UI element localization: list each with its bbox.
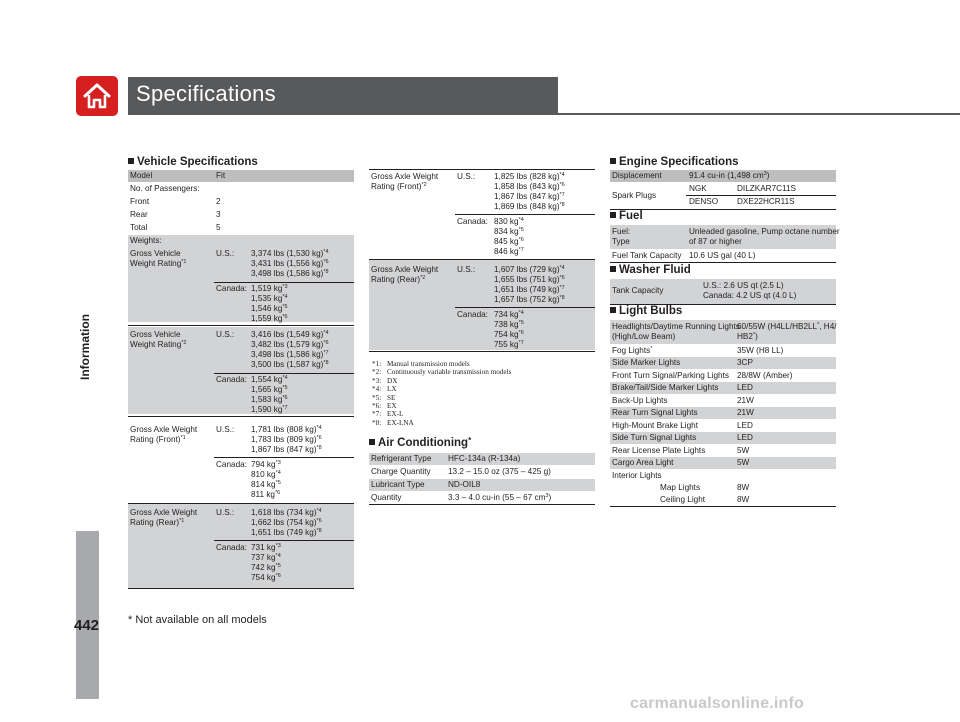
square-bullet-icon bbox=[610, 307, 616, 313]
page-title: Specifications bbox=[136, 81, 276, 106]
washer-fluid-heading: Washer Fluid bbox=[610, 264, 691, 276]
vehicle-specs-table: Model Fit No. of Passengers: Front 2 Rear 3 Total 5 Weights: Gross Vehicle Weight Rating$^{*1}$ U.S.: 3,374 lbs (1,530 kg)$^{*4}$ 3,431 lbs (1,556 kg)$^{*6}$ 3,498 lbs (1,586 kg)$^{*8}$ Canada: 1,519 $kg^{*3}$ 1,535 $kg^{*4}$ 1,546 $kg^{*5}$ 1,559 $kg^{*6}$ Gross Vehicle Weight Rating$^{*2}$ U.S.: 3,416 lbs (1,549 kg)$^{*4}$ 3,482 lbs (1,579 kg)$^{*6}$ 3,498 lbs (1,586 kg)$^{*7}$ 3,500 lbs (1,587 kg)$^{*8}$ Canada: 1,554 $kg^{*4}$ 1,565 $kg^{*5}$ 1,583 $kg^{*6}$ 1,590 $kg^{*7}$ Gross Axle Weight Rating (Front)$^{*1}$ U.S.: 1,781 lbs (808 kg)$^{*4}$ 1,783 lbs (809 kg)$^{*6}$ 1,867 lbs (847 kg)$^{*8}$ Canada: 794 $kg^{*3}$ 810 $kg^{*4}$ 814 $kg^{*5}$ 811 $kg^{*6}$ Gross Axle Weight Rating (Rear)$^{*1}$ U.S.: 1,618 lbs (734 kg)$^{*4}$ 1,662 lbs (754 kg)$^{*6}$ 1,651 lbs (749 kg)$^{*8}$ Canada: 731 $kg^{*3}$ 737 $kg^{*4}$ 742 $kg^{*5}$ 754 $kg^{*6}$ bbox=[128, 170, 354, 590]
watermark: carmanualsonline.info bbox=[630, 695, 805, 712]
square-bullet-icon bbox=[610, 212, 616, 218]
square-bullet-icon bbox=[610, 158, 616, 164]
engine-specs-table: Displacement 91.4 cu-in (1,498 $cm^3$) Spark Plugs NGK DILZKAR7C11S DENSO DXE22HCR11S bbox=[610, 170, 836, 210]
light-bulbs-heading: Light Bulbs bbox=[610, 305, 682, 317]
home-icon bbox=[76, 76, 118, 116]
vehicle-specs-table-continued: Gross Axle Weight Rating (Front)$^{*2}$ U.S.: 1,825 lbs (828 kg)$^{*4}$ 1,858 lbs (843 kg)$^{*6}$ 1,867 lbs (847 kg)$^{*7}$ 1,869 lbs (848 kg)$^{*8}$ Canada: 830 $kg^{*4}$ 834 $kg^{*5}$ 845 $kg^{*6}$ 846 $kg^{*7}$ Gross Axle Weight Rating (Rear)$^{*2}$ U.S.: 1,607 lbs (729 kg)$^{*4}$ 1,655 lbs (751 kg)$^{*6}$ 1,651 lbs (749 kg)$^{*7}$ 1,657 lbs (752 kg)$^{*8}$ Canada: 734 $kg^{*4}$ 738 $kg^{*5}$ 754 $kg^{*6}$ 755 $kg^{*7}$ bbox=[369, 170, 595, 358]
air-conditioning-heading: Air Conditioning* bbox=[369, 437, 471, 449]
fuel-heading: Fuel bbox=[610, 210, 643, 222]
availability-footnote: * Not available on all models bbox=[128, 614, 267, 626]
home-button[interactable] bbox=[76, 76, 118, 116]
title-bar bbox=[128, 77, 558, 113]
sidebar-gray-block bbox=[76, 531, 99, 699]
air-conditioning-table: Refrigerant Type HFC-134a (R-134a) Charge Quantity 13.2 – 15.0 oz (375 – 425 g) Lubricant Type ND-OIL8 Quantity 3.3 – 4.0 cu-in (55 – 67 $cm^3$) bbox=[369, 453, 595, 505]
square-bullet-icon bbox=[369, 439, 375, 445]
table-header-row: Model Fit bbox=[128, 170, 354, 182]
sidebar-section-label: Information bbox=[78, 314, 92, 380]
light-bulbs-table: Headlights/Daytime Running Lights (High/Low Beam) 60/55W (H4LL/HB2LL*, H4/ HB2*) Fog Lights* 35W (H8 LL) Side Marker Lights 3CP Front Turn Signal/Parking Lights 28/8W (Amber) Brake/Tail/Side Marker Lights LED Back-Up Lights 21W Rear Turn Signal Lights 21W High-Mount Brake Light LED Side Turn Signal Lights LED Rear License Plate Lights 5W Cargo Area Light 5W Interior Lights Map Lights 8W Ceiling Light 8W bbox=[610, 320, 836, 508]
square-bullet-icon bbox=[128, 158, 134, 164]
square-bullet-icon bbox=[610, 266, 616, 272]
engine-specs-heading: Engine Specifications bbox=[610, 156, 739, 168]
fuel-table: Fuel: Type Unleaded gasoline, Pump octane number of 87 or higher Fuel Tank Capacity 10.6 US gal (40 L) bbox=[610, 225, 836, 263]
title-underline bbox=[128, 113, 960, 115]
page-number: 442 bbox=[74, 617, 100, 634]
passengers-label: No. of Passengers: bbox=[130, 184, 200, 193]
washer-fluid-table: Tank Capacity U.S.: 2.6 US qt (2.5 L) Canada: 4.2 US qt (4.0 L) bbox=[610, 279, 836, 305]
vehicle-specs-heading: Vehicle Specifications bbox=[128, 156, 258, 168]
